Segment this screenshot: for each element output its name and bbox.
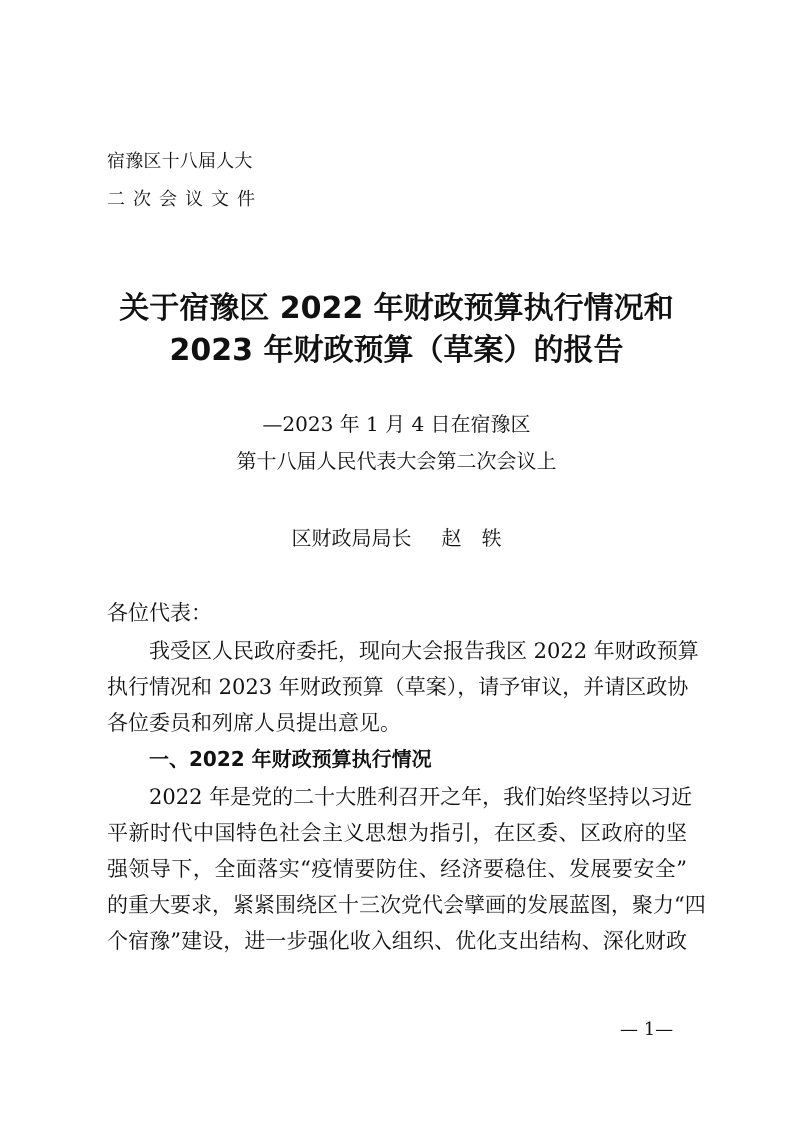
document-header-line-1: 宿豫区十八届人大 bbox=[107, 151, 253, 172]
author-position: 区财政局局长 bbox=[291, 526, 412, 550]
paragraph-2-line-1: 2022 年是党的二十大胜利召开之年，我们始终坚持以习近 bbox=[149, 785, 693, 809]
paragraph-2-line-4: 的重大要求，紧紧围绕区十三次党代会擘画的发展蓝图，聚力“四 bbox=[107, 893, 706, 917]
report-title-line-1: 关于宿豫区 2022 年财政预算执行情况和 bbox=[119, 291, 674, 326]
author-name-part-1: 赵 bbox=[441, 526, 462, 550]
paragraph-2-line-3: 强领导下，全面落实“疫情要防住、经济要稳住、发展要安全” bbox=[107, 857, 687, 881]
paragraph-2-line-2: 平新时代中国特色社会主义思想为指引，在区委、区政府的坚 bbox=[107, 821, 687, 845]
section-heading-1: 一、2022 年财政预算执行情况 bbox=[149, 747, 432, 771]
salutation: 各位代表： bbox=[107, 601, 212, 625]
report-title-line-2: 2023 年财政预算（草案）的报告 bbox=[169, 333, 624, 368]
paragraph-1-line-3: 各位委员和列席人员提出意见。 bbox=[107, 711, 401, 735]
report-subtitle-line-1: —2023 年 1 月 4 日在宿豫区 bbox=[262, 412, 531, 436]
report-subtitle-line-2: 第十八届人民代表大会第二次会议上 bbox=[236, 449, 557, 473]
paragraph-1-line-1: 我受区人民政府委托，现向大会报告我区 2022 年财政预算 bbox=[149, 639, 699, 663]
report-author bbox=[0, 524, 793, 552]
paragraph-2-line-5: 个宿豫”建设，进一步强化收入组织、优化支出结构、深化财政 bbox=[107, 929, 687, 953]
author-name-part-2: 轶 bbox=[481, 526, 502, 550]
paragraph-1-line-2: 执行情况和 2023 年财政预算（草案），请予审议，并请区政协 bbox=[107, 675, 689, 699]
page-number: — 1— bbox=[620, 1019, 674, 1040]
document-header-line-2: 二次会议文件 bbox=[107, 189, 263, 210]
